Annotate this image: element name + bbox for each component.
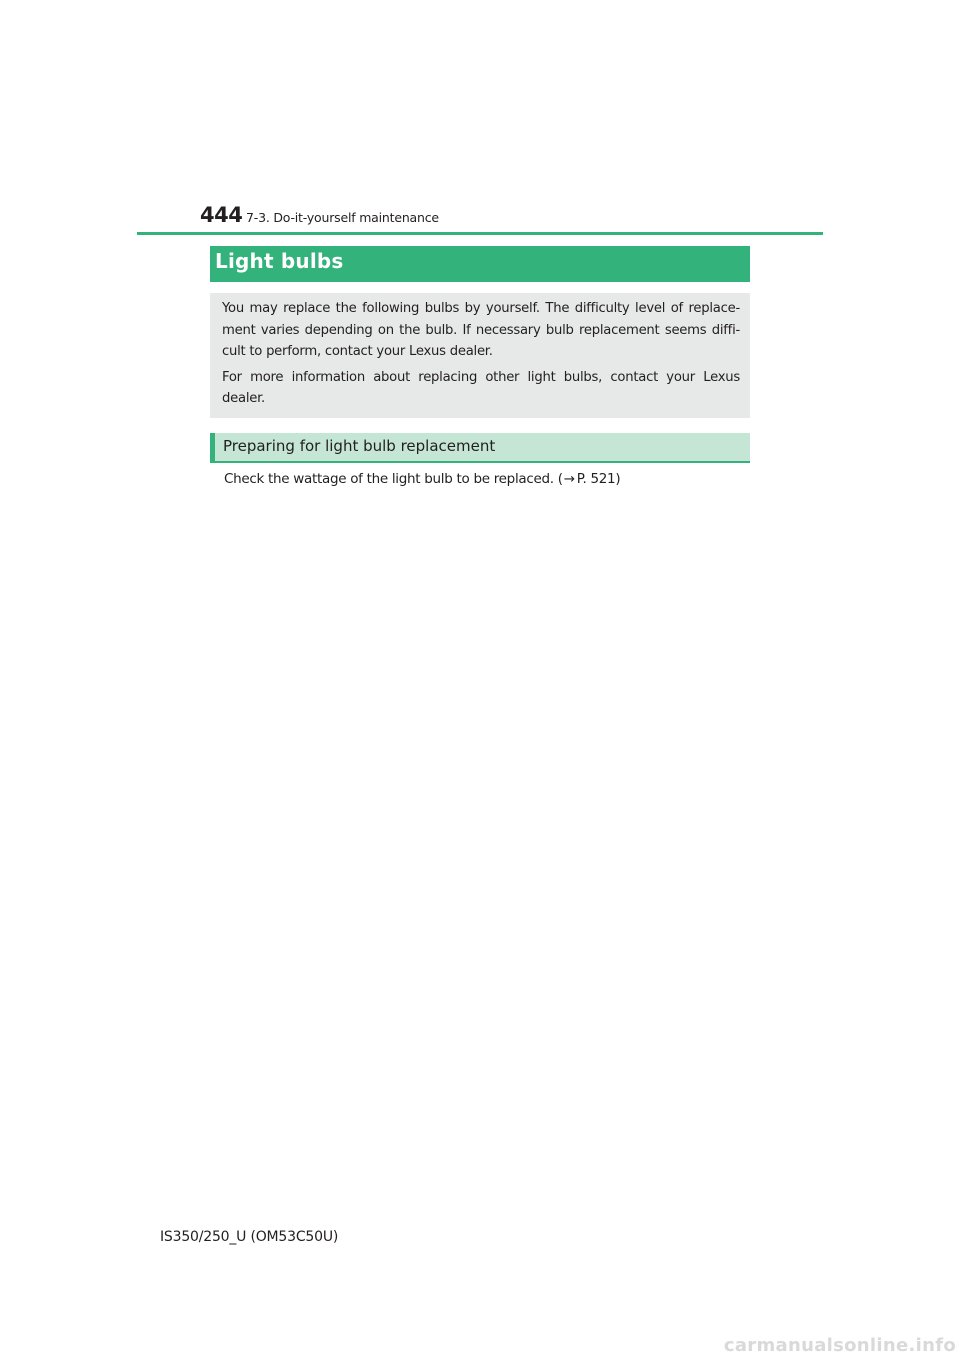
body-text — [224, 471, 620, 487]
subsection-heading-text: Preparing for light bulb replacement — [223, 437, 496, 455]
watermark: carmanualsonline.info — [723, 1335, 956, 1356]
body-text-after-ref: ) — [615, 471, 621, 487]
footer-model-code: IS350/250_U (OM53C50U) — [160, 1229, 339, 1245]
intro-paragraph: For more information about replacing other light bulbs, contact your Lexus dealer. — [222, 369, 740, 406]
arrow-icon: → — [563, 471, 575, 487]
section-banner — [210, 246, 750, 282]
intro-paragraph: You may replace the following bulbs by yourself. The difficulty level of replace-ment varies depending on the bulb. If necessary bulb replacement seems diffi-cult to perform, contact your Lexus dealer. — [222, 301, 740, 359]
body-text-before-ref: Check the wattage of the light bulb to be replaced. ( — [224, 471, 563, 487]
subsection-heading — [210, 433, 750, 463]
intro-box — [210, 293, 750, 418]
section-title: 7-3. Do-it-yourself maintenance — [246, 210, 439, 225]
banner-title: Light bulbs — [215, 249, 344, 273]
page-reference-link[interactable]: P. 521 — [576, 471, 616, 487]
page-number: 444 — [200, 203, 243, 227]
header-rule — [137, 232, 823, 235]
